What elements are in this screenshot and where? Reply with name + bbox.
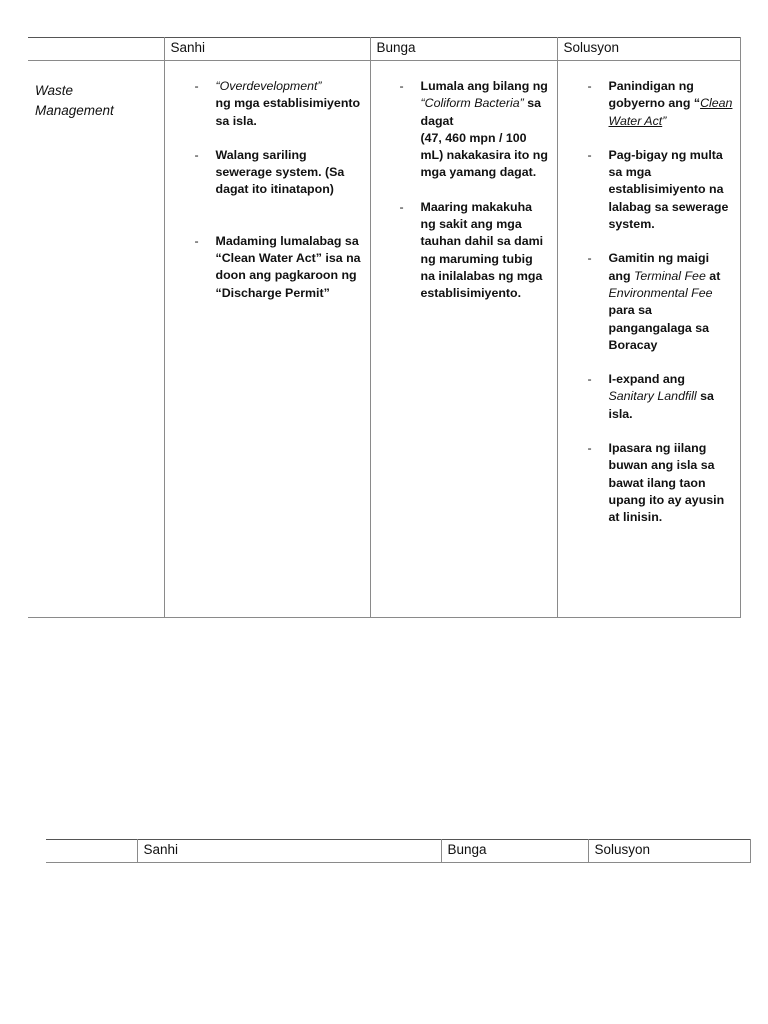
dash-bullet: - [194,147,199,162]
solusyon-list [558,61,740,527]
header-bunga: Bunga [370,38,557,61]
header-solusyon: Solusyon [588,840,750,863]
dash-bullet: - [194,233,199,248]
sanhi-cell [164,61,370,618]
list-item: - Panindigan ng gobyerno ang “Clean Water Act” [587,79,733,128]
list-item: - Maaring makakuha ng sakit ang mga tauhan dahil sa dami ng maruming tubig na inilalabas ng mga establisimiyento. [399,199,544,301]
bunga-cell [370,61,557,618]
second-table [46,839,751,863]
dash-bullet: - [587,251,592,266]
table-row-waste-management [28,61,740,618]
header-blank-cell [46,840,137,863]
list-item: - “Overdevelopment” ng mga establisimiyento sa isla. [194,79,361,128]
dash-bullet: - [587,79,592,93]
header-sanhi: Sanhi [137,840,441,863]
bunga-list [371,61,557,303]
list-item: - Ipasara ng iilang buwan ang isla sa bawat ilang taon upang ito ay ayusin at linisin. [587,441,725,525]
header-bunga: Bunga [441,840,588,863]
header-solusyon: Solusyon [557,38,740,61]
dash-bullet: - [399,79,404,93]
row-label-cell [28,61,164,618]
sanhi-list [165,61,370,302]
solusyon-cell [557,61,740,618]
row-label: Waste Management [35,83,114,118]
dash-bullet: - [399,199,404,214]
list-item: - I-expand ang Sanitary Landfill sa isla. [587,372,714,421]
header-blank-cell [28,38,164,61]
dash-bullet: - [194,79,199,93]
dash-bullet: - [587,441,592,456]
list-item: - Lumala ang bilang ng “Coliform Bacteria” sa dagat (47, 460 mpn / 100 mL) nakakasira ito ng mga yamang dagat. [399,79,548,180]
dash-bullet: - [587,147,592,162]
dash-bullet: - [587,372,592,387]
list-item: - Pag-bigay ng multa sa mga establisimiyento na lalabag sa sewerage system. [587,147,729,232]
cause-effect-table [28,37,741,618]
list-item: - Madaming lumalabag sa “Clean Water Act” isa na doon ang pagkaroon ng “Discharge Permit” [194,233,361,300]
list-item: - Walang sariling sewerage system. (Sa dagat ito itinatapon) [194,147,345,197]
table-header-row [46,840,750,863]
table-header-row [28,38,740,61]
header-sanhi: Sanhi [164,38,370,61]
list-item: - Gamitin ng maigi ang Terminal Fee at Environmental Fee para sa pangangalaga sa Boracay [587,251,721,352]
